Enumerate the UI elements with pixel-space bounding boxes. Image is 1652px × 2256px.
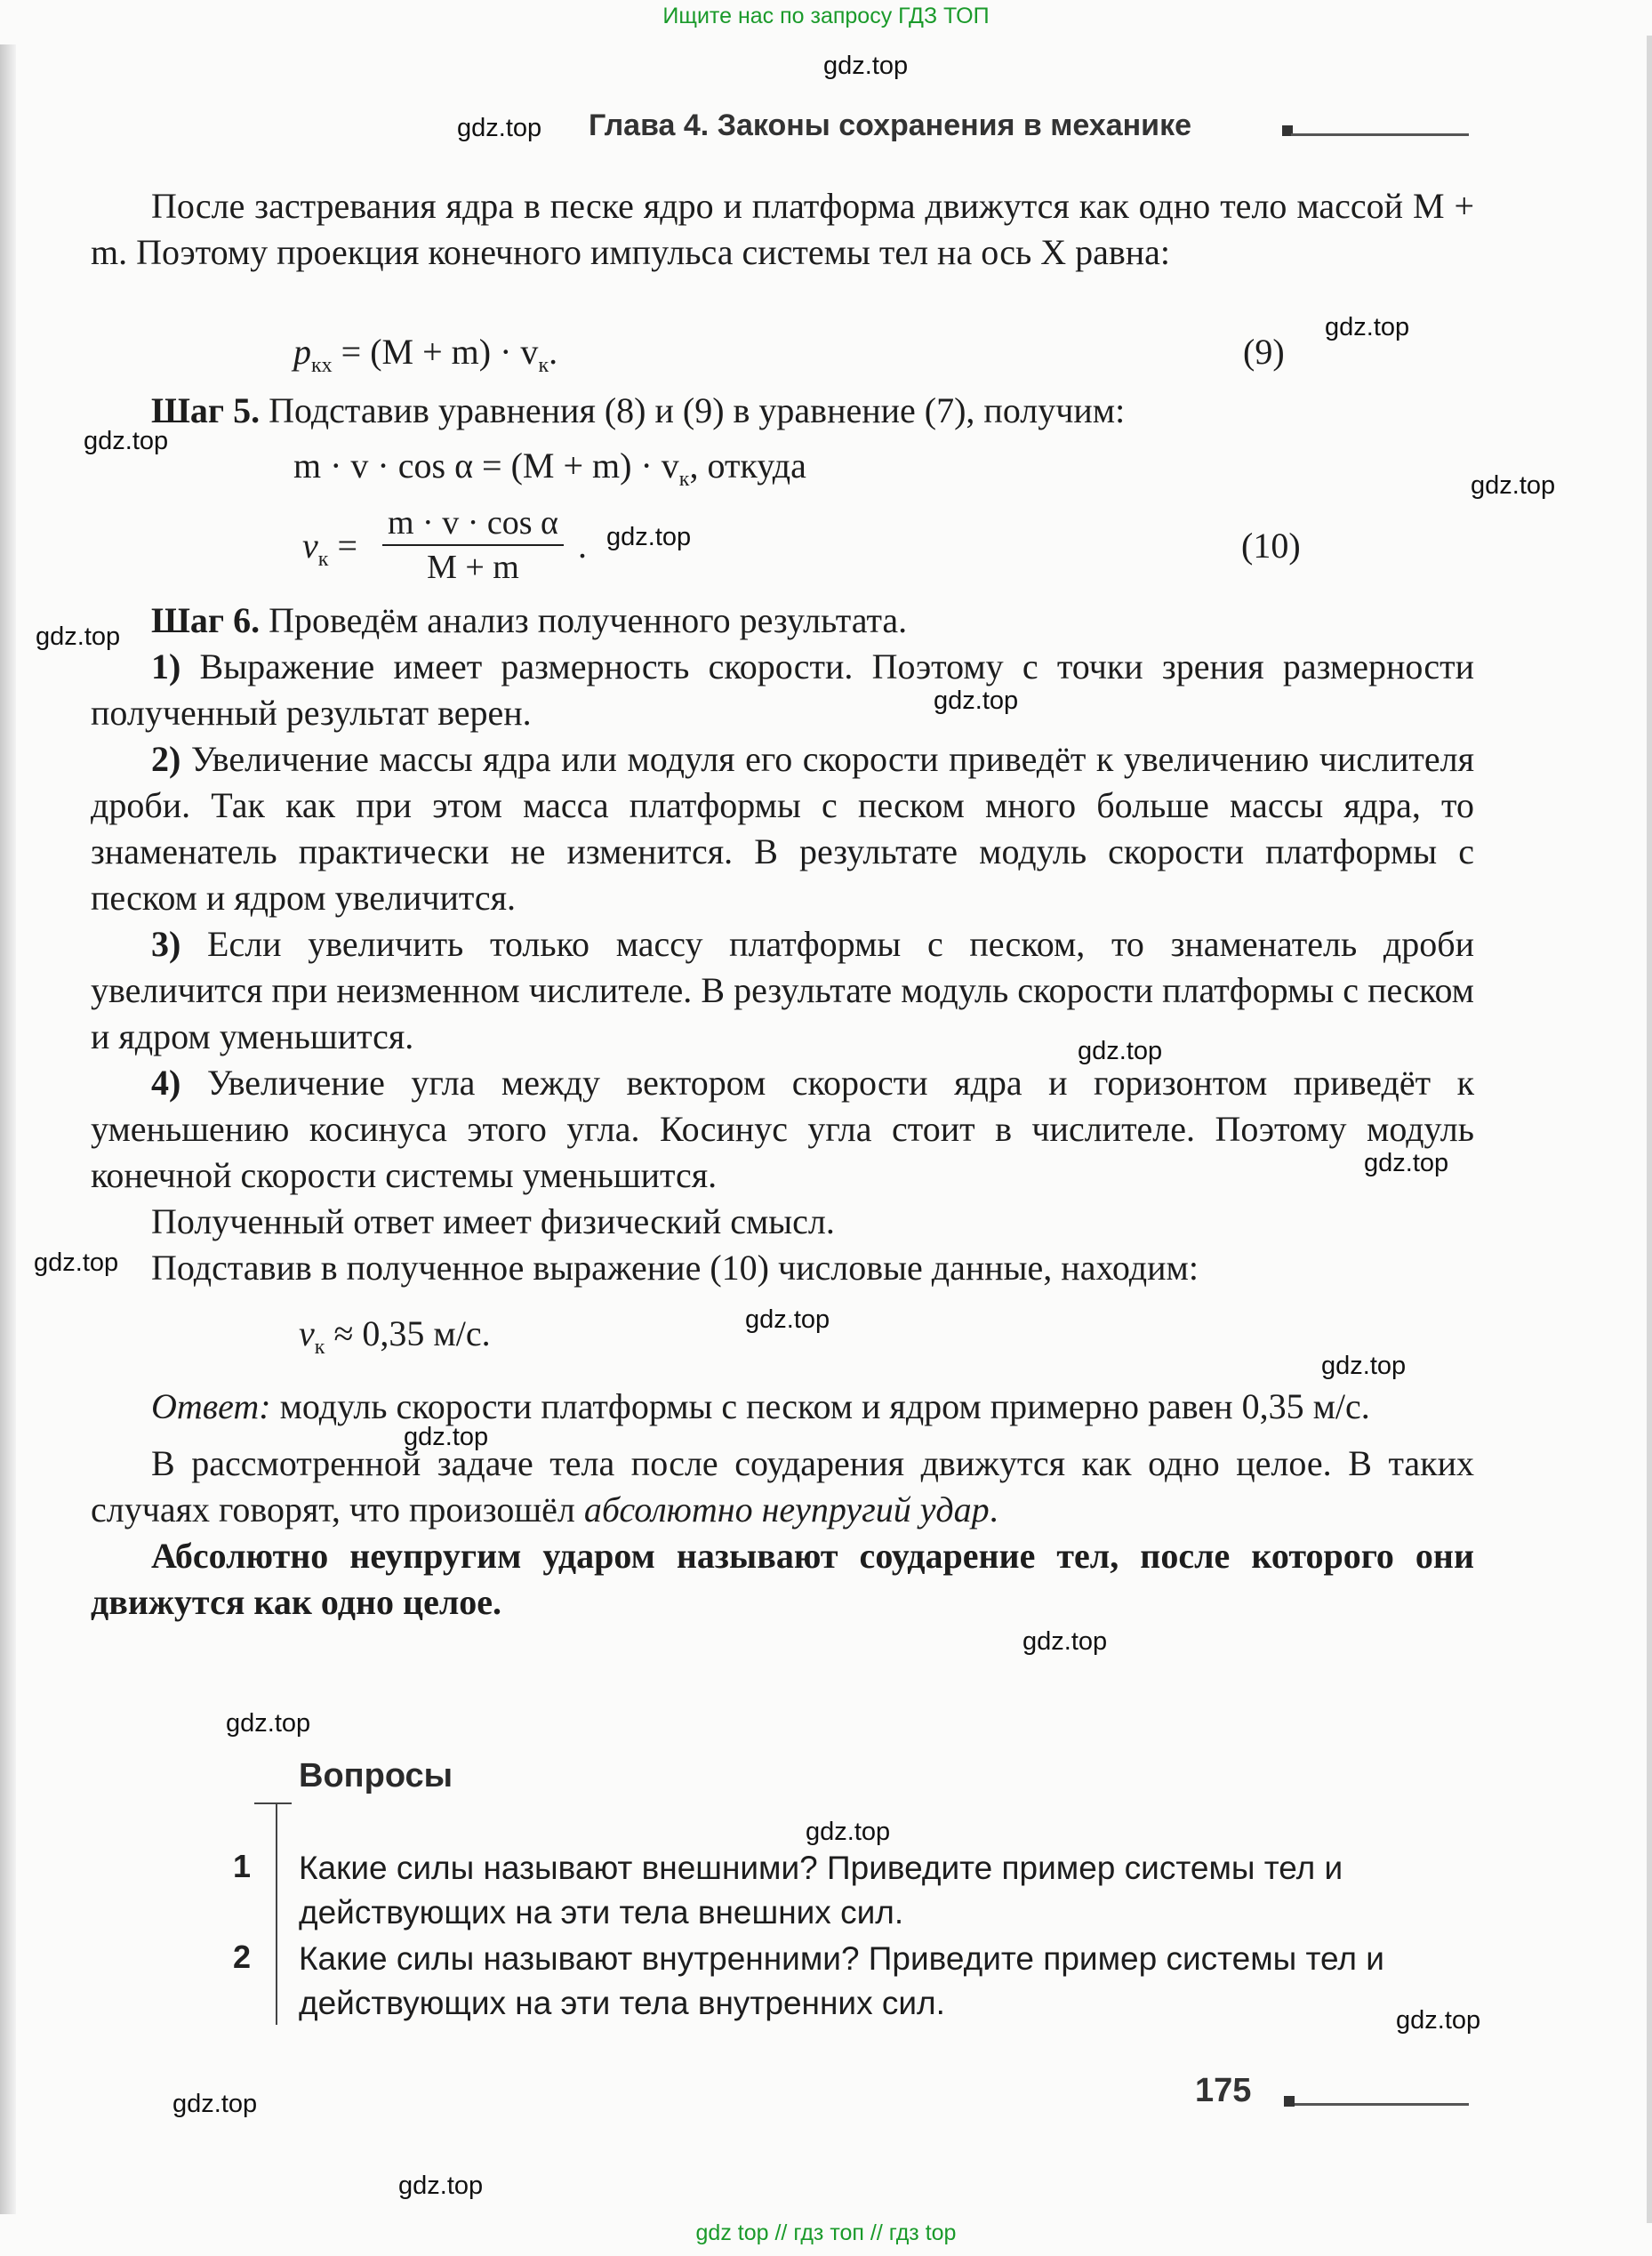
chapter-header: Глава 4. Законы сохранения в механике bbox=[589, 108, 1191, 142]
equation-10-lhs: $v_к$ = bbox=[302, 526, 357, 571]
watermark: gdz.top bbox=[36, 622, 121, 651]
watermark: gdz.top bbox=[457, 114, 542, 142]
watermark: gdz.top bbox=[404, 1423, 489, 1451]
scan-edge-right bbox=[1647, 36, 1652, 2223]
watermark: gdz.top bbox=[398, 2172, 484, 2200]
footer-marker bbox=[1284, 2096, 1295, 2107]
questions-rule-vertical bbox=[276, 1802, 277, 2025]
watermark: gdz.top bbox=[34, 1248, 119, 1277]
watermark: gdz.top bbox=[1471, 471, 1556, 500]
bottom-banner[interactable]: gdz top // гдз топ // гдз top bbox=[695, 2220, 957, 2245]
question-number-2: 2 bbox=[233, 1939, 252, 1975]
equation-10-dot: . bbox=[578, 526, 587, 566]
analysis-point-2: 2) Увеличение массы ядра или модуля его скорости приведёт к увеличению числителя дроби. Так как при этом масса платформы с песком много больше массы ядра, то знаменатель практически не изменится. В результате модуль скорости платформы с песком и ядром увеличится. bbox=[91, 739, 1474, 918]
watermark: gdz.top bbox=[745, 1305, 830, 1334]
analysis-point-1: 1) Выражение имеет размерность скорости. Поэтому с точки зрения размерности полученный результат верен. bbox=[91, 646, 1474, 733]
question-1: Какие силы называют внешними? Приведите пример системы тел и действующих на эти тела внешних сил. bbox=[299, 1850, 1343, 1931]
substitution-text: Подставив в полученное выражение (10) числовые данные, находим: bbox=[151, 1248, 1199, 1288]
step5-formula: $m \cdot v \cdot \cos \alpha = (M + m) \cdot v_к$, откуда bbox=[293, 446, 806, 491]
watermark: gdz.top bbox=[606, 523, 692, 551]
step6-paragraph: Шаг 6. Проведём анализ полученного результата. 1) Выражение имеет размерность скорости. Поэтому с точки зрения размерности полученный результат верен. 2) Увеличение массы ядра или модуля его скорости приведёт к увеличению числителя дроби. Так как при этом масса платформы с песком много больше массы ядра, то знаменатель практически не изменится. В результате модуль скорости платформы с песком и ядром увеличится. 3) Если увеличить только массу платформы с песком, то знаменатель дроби увеличится при неизменном числителе. В результате модуль скорости платформы с песком и ядром уменьшится. 4) Увеличение угла между вектором скорости ядра и горизонтом приведёт к уменьшению косинуса этого угла. Косинус угла стоит в числителе. Поэтому модуль конечной скорости системы уменьшится. Полученный ответ имеет физический смысл. Подставив в полученное выражение (10) числовые данные, находим: bbox=[91, 598, 1474, 1291]
questions-title: Вопросы bbox=[299, 1757, 453, 1794]
answer-paragraph: Ответ: модуль скорости платформы с песком и ядром примерно равен 0,35 м/с. В рассмотренной задаче тела после соударения движутся как одно целое. В таких случаях говорят, что произошёл абсолютно неупругий удар. Абсолютно неупругим ударом называют соударение тел, после которого они движутся как одно целое. bbox=[91, 1384, 1474, 1626]
equation-10-fraction: $\frac{\text{m · v · cos α}}{M + m}$ bbox=[382, 503, 564, 587]
watermark: gdz.top bbox=[1078, 1037, 1163, 1065]
watermark: gdz.top bbox=[1321, 1352, 1407, 1380]
watermark: gdz.top bbox=[1325, 313, 1410, 341]
intro-paragraph: После застревания ядра в песке ядро и платформа движутся как одно тело массой M + m. Поэтому проекция конечного импульса системы тел на ось X равна: bbox=[91, 186, 1474, 272]
question-2: Какие силы называют внутренними? Приведите пример системы тел и действующих на эти тела внутренних сил. bbox=[299, 1940, 1384, 2021]
top-banner[interactable]: Ищите нас по запросу ГДЗ ТОП bbox=[662, 4, 990, 28]
watermark: gdz.top bbox=[172, 2090, 258, 2118]
watermark: gdz.top bbox=[84, 427, 169, 455]
watermark: gdz.top bbox=[934, 686, 1019, 715]
watermark: gdz.top bbox=[1396, 2006, 1481, 2035]
result-formula: $v_к \approx 0,35$ м/с. bbox=[299, 1313, 491, 1359]
conclusion-paragraph: В рассмотренной задаче тела после соударения движутся как одно целое. В таких случаях говорят, что произошёл абсолютно неупругий удар. bbox=[91, 1443, 1474, 1529]
watermark: gdz.top bbox=[1022, 1627, 1108, 1656]
analysis-point-4: 4) Увеличение угла между вектором скорости ядра и горизонтом приведёт к уменьшению косинуса этого угла. Косинус угла стоит в числителе. Поэтому модуль конечной скорости системы уменьшится. bbox=[91, 1063, 1474, 1195]
equation-10-number: (10) bbox=[1241, 526, 1301, 566]
header-rule bbox=[1291, 133, 1469, 136]
watermark: gdz.top bbox=[1364, 1149, 1449, 1177]
equation-9-number: (9) bbox=[1243, 332, 1285, 372]
questions-rule-horizontal bbox=[254, 1802, 292, 1804]
page-number: 175 bbox=[1195, 2072, 1252, 2109]
equation-9: $p_{кх} = (M + m) \cdot v_к$. bbox=[293, 332, 558, 377]
watermark: gdz.top bbox=[806, 1818, 891, 1846]
question-number-1: 1 bbox=[233, 1848, 252, 1884]
definition-paragraph: Абсолютно неупругим ударом называют соударение тел, после которого они движутся как одно целое. bbox=[91, 1536, 1474, 1622]
footer-rule bbox=[1295, 2103, 1469, 2106]
watermark: gdz.top bbox=[226, 1709, 311, 1738]
step5-paragraph: Шаг 5. Подставив уравнения (8) и (9) в уравнение (7), получим: bbox=[151, 390, 1126, 430]
watermark: gdz.top bbox=[823, 52, 909, 80]
analysis-point-3: 3) Если увеличить только массу платформы с песком, то знаменатель дроби увеличится при неизменном числителе. В результате модуль скорости платформы с песком и ядром уменьшится. bbox=[91, 924, 1474, 1056]
scan-edge-left bbox=[0, 44, 16, 2214]
physical-meaning: Полученный ответ имеет физический смысл. bbox=[151, 1201, 835, 1241]
